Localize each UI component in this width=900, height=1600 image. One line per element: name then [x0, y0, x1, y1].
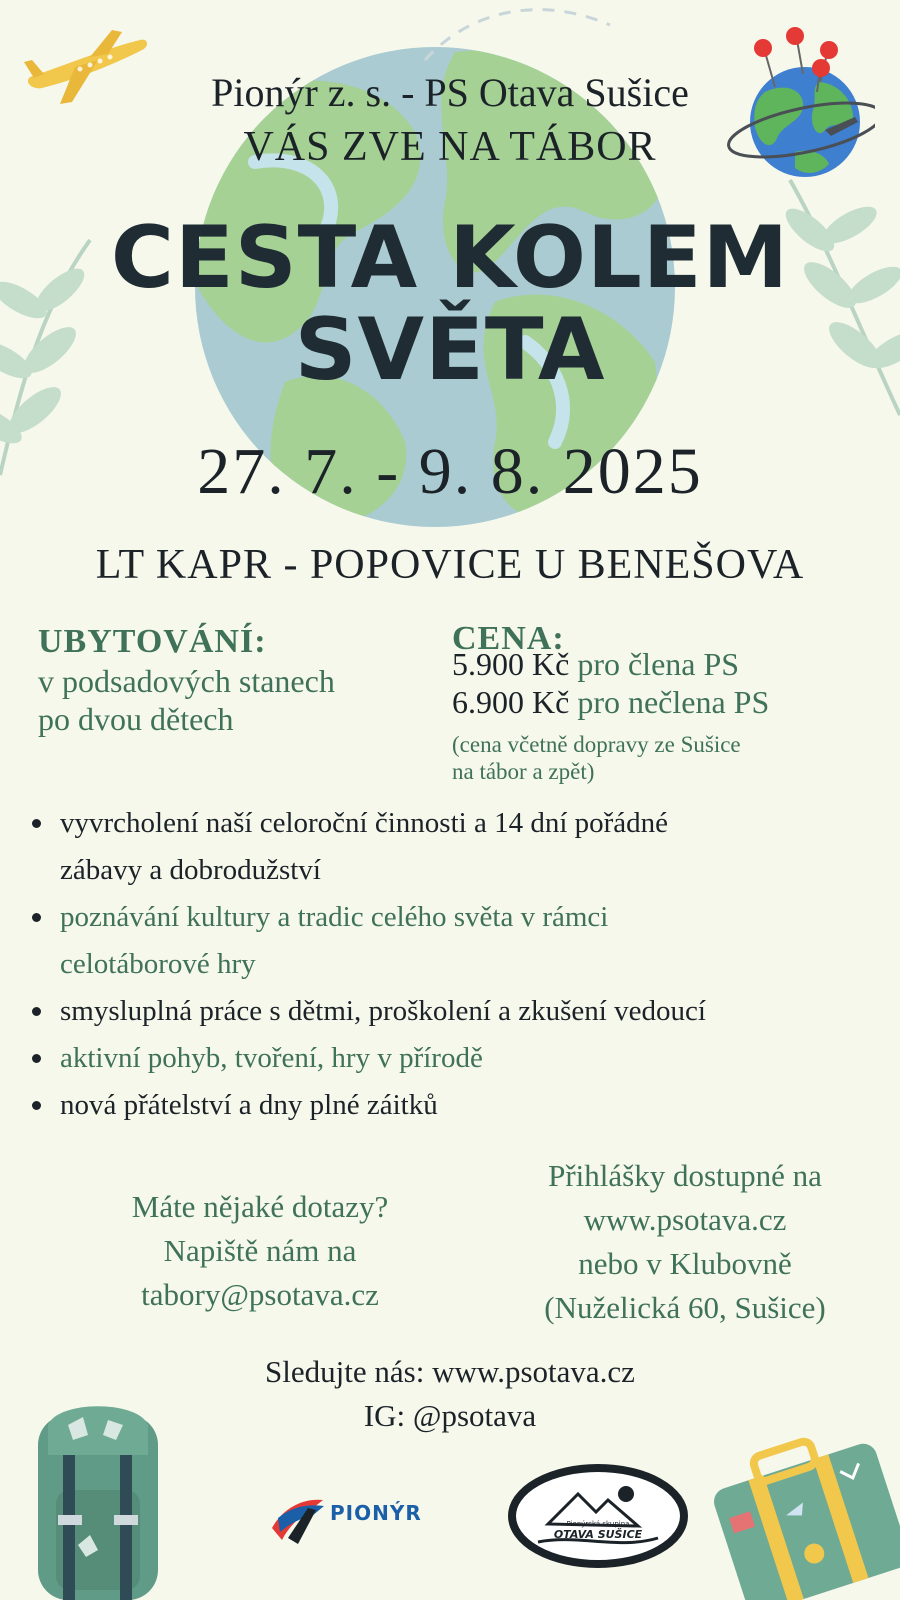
camp-title-line2: SVĚTA: [294, 300, 606, 400]
questions-line1: Máte nějaké dotazy?: [131, 1189, 389, 1224]
feature-item: [26, 1035, 886, 1082]
bullet-icon: [32, 1007, 41, 1016]
feature-item-line1: vyvrcholení naší celoroční činnosti a 14 dní pořádné: [60, 807, 669, 839]
feature-item-line1: nová přátelství a dny plné záitků: [60, 1089, 438, 1121]
flight-path-icon: [420, 0, 620, 70]
camp-title-line1: CESTA KOLEM: [110, 208, 790, 308]
backpack-icon: [28, 1395, 168, 1600]
bullet-icon: [32, 819, 41, 828]
follow-instagram-link[interactable]: IG: @psotava: [363, 1398, 537, 1433]
price-nonmember: [452, 683, 769, 721]
follow-website-link[interactable]: Sledujte nás: www.psotava.cz: [265, 1354, 635, 1389]
suitcase-icon: [705, 1435, 900, 1600]
bullet-icon: [32, 1101, 41, 1110]
features-list: [26, 800, 886, 1129]
price-nonmember-amount: 6.900 Kč: [452, 684, 570, 720]
feature-item-line2: zábavy a dobrodužství: [60, 854, 321, 886]
organization-name: Pionýr z. s. - PS Otava Sušice: [211, 70, 689, 115]
registration-website-link[interactable]: www.psotava.cz: [583, 1202, 787, 1237]
price-note-line1: (cena včetně dopravy ze Sušice: [452, 732, 741, 757]
invitation-text: VÁS ZVE NA TÁBOR: [243, 124, 657, 170]
accommodation-heading: UBYTOVÁNÍ:: [38, 623, 267, 660]
feature-item-line1: smysluplná práce s dětmi, proškolení a zkušení vedoucí: [60, 995, 706, 1027]
feature-item-line2: celotáborové hry: [60, 948, 256, 980]
price-note-line2: na tábor a zpět): [452, 759, 595, 784]
feature-item: [26, 1082, 886, 1129]
accommodation-line1: v podsadových stanech: [38, 663, 335, 699]
feature-item: [26, 800, 886, 894]
pionyr-logo-text: PIONÝR: [330, 1501, 422, 1525]
price-member: [452, 645, 739, 683]
camp-dates: 27. 7. - 9. 8. 2025: [197, 435, 703, 508]
bullet-icon: [32, 1054, 41, 1063]
otava-logo-small-text: Pionýrská skupina: [566, 1520, 630, 1528]
questions-block: [60, 1185, 460, 1317]
registration-line3: nebo v Klubovně: [578, 1246, 792, 1281]
questions-email-link[interactable]: tabory@psotava.cz: [141, 1277, 379, 1312]
feature-item-line1: aktivní pohyb, tvoření, hry v přírodě: [60, 1042, 483, 1074]
feature-item-line1: poznávání kultury a tradic celého světa v rámci: [60, 901, 609, 933]
price-heading: CENA:: [452, 620, 565, 657]
registration-line4: (Nuželická 60, Sušice): [544, 1290, 826, 1325]
accommodation-text: [38, 662, 418, 738]
feature-item: [26, 988, 886, 1035]
otava-logo-big-text: OTAVA SUŠICE: [553, 1528, 643, 1541]
price-note: [452, 731, 832, 785]
otava-logo-icon: [508, 1464, 688, 1568]
questions-line2: Napiště nám na: [163, 1233, 357, 1268]
price-member-label: pro člena PS: [577, 646, 740, 682]
price-member-amount: 5.900 Kč: [452, 646, 570, 682]
camp-title: [0, 208, 900, 400]
price-nonmember-label: pro nečlena PS: [577, 684, 770, 720]
registration-line1: Přihlášky dostupné na: [548, 1158, 822, 1193]
camp-location: LT KAPR - POPOVICE U BENEŠOVA: [95, 542, 805, 588]
registration-block: [490, 1154, 880, 1330]
bullet-icon: [32, 913, 41, 922]
feature-item: [26, 894, 886, 988]
accommodation-line2: po dvou dětech: [38, 701, 234, 737]
